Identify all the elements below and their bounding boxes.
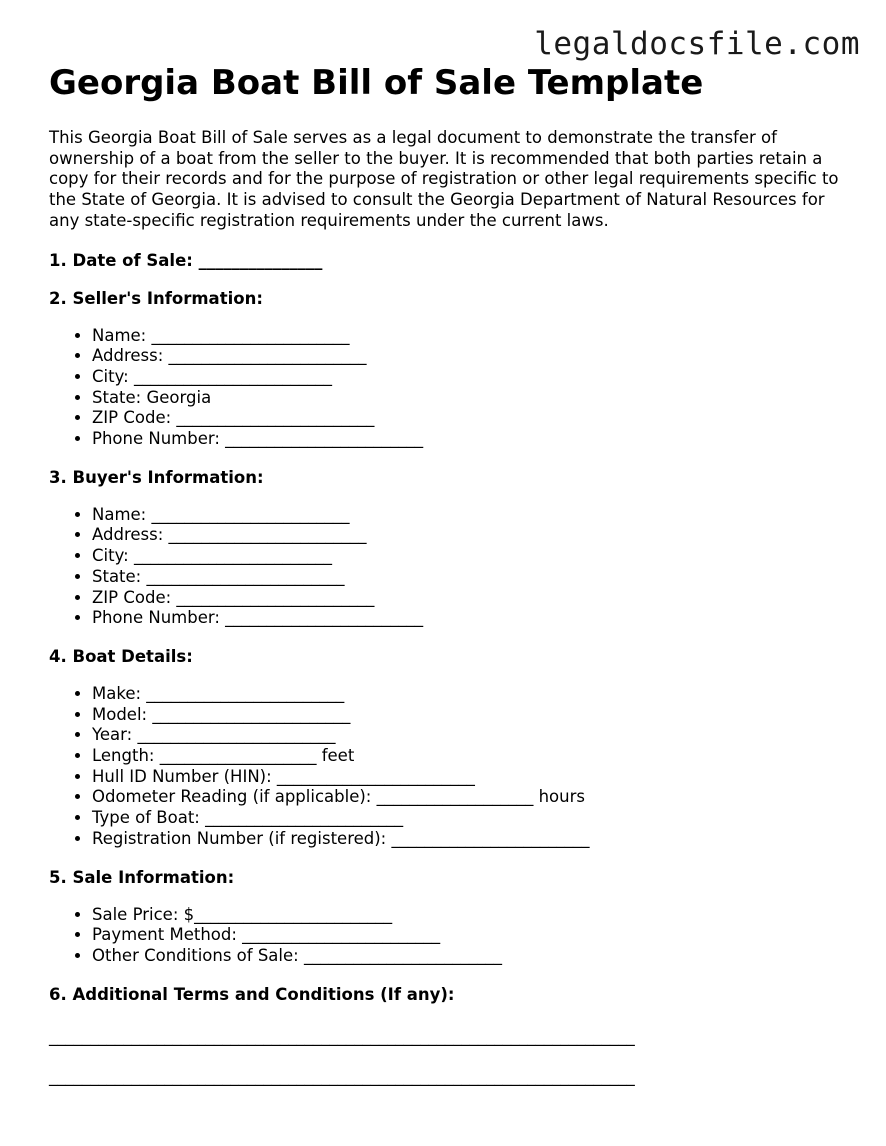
sale-section-title: 5. Sale Information: [49, 867, 235, 887]
other-conditions-field: • Other Conditions of Sale: ________________________ [92, 946, 849, 967]
boat-section-title: 4. Boat Details: [49, 646, 193, 666]
boat-details-list [49, 684, 849, 850]
sale-price-field: • Sale Price: $________________________ [92, 905, 849, 926]
boat-registration-field: • Registration Number (if registered): ________________________ [92, 829, 849, 850]
terms-blank-line: _______________________________________________________________________ [49, 1026, 635, 1046]
buyer-phone-field: • Phone Number: ________________________ [92, 608, 849, 629]
boat-year-field: • Year: ________________________ [92, 725, 849, 746]
boat-hin-field: • Hull ID Number (HIN): ________________________ [92, 767, 849, 788]
site-watermark: legaldocsfile.com [534, 26, 860, 62]
seller-zip-field: • ZIP Code: ________________________ [92, 408, 849, 429]
boat-length-field: • Length: ___________________ feet [92, 746, 849, 767]
seller-address-field: • Address: ________________________ [92, 346, 849, 367]
terms-blank-line: _______________________________________________________________________ [49, 1066, 635, 1086]
seller-section-title: 2. Seller's Information: [49, 288, 263, 308]
boat-odometer-field: • Odometer Reading (if applicable): ___________________ hours [92, 787, 849, 808]
seller-city-field: • City: ________________________ [92, 367, 849, 388]
intro-paragraph: This Georgia Boat Bill of Sale serves as a legal document to demonstrate the transfer of ownership of a boat from the seller to the buyer. It is recommended that both parties retain a copy for their records and for the purpose of registration or other legal requirements specific to the State of Georgia. It is advised to consult the Georgia Department of Natural Resources for any state-specific registration requirements under the current laws. [49, 128, 839, 230]
boat-make-field: • Make: ________________________ [92, 684, 849, 705]
boat-type-field: • Type of Boat: ________________________ [92, 808, 849, 829]
payment-method-field: • Payment Method: ________________________ [92, 925, 849, 946]
seller-phone-field: • Phone Number: ________________________ [92, 429, 849, 450]
terms-section-title: 6. Additional Terms and Conditions (If any): [49, 984, 455, 1004]
buyer-section-title: 3. Buyer's Information: [49, 467, 264, 487]
buyer-city-field: • City: ________________________ [92, 546, 849, 567]
buyer-name-field: • Name: ________________________ [92, 505, 849, 526]
date-of-sale-field: 1. Date of Sale: _______________ [49, 250, 323, 270]
boat-model-field: • Model: ________________________ [92, 705, 849, 726]
sale-info-list [49, 905, 849, 967]
document-title: Georgia Boat Bill of Sale Template [49, 63, 704, 103]
seller-name-field: • Name: ________________________ [92, 326, 849, 347]
seller-info-list [49, 326, 849, 450]
buyer-address-field: • Address: ________________________ [92, 525, 849, 546]
document-body [49, 60, 849, 1087]
buyer-zip-field: • ZIP Code: ________________________ [92, 588, 849, 609]
seller-state-field: • State: Georgia [92, 388, 849, 409]
buyer-info-list [49, 505, 849, 629]
buyer-state-field: • State: ________________________ [92, 567, 849, 588]
